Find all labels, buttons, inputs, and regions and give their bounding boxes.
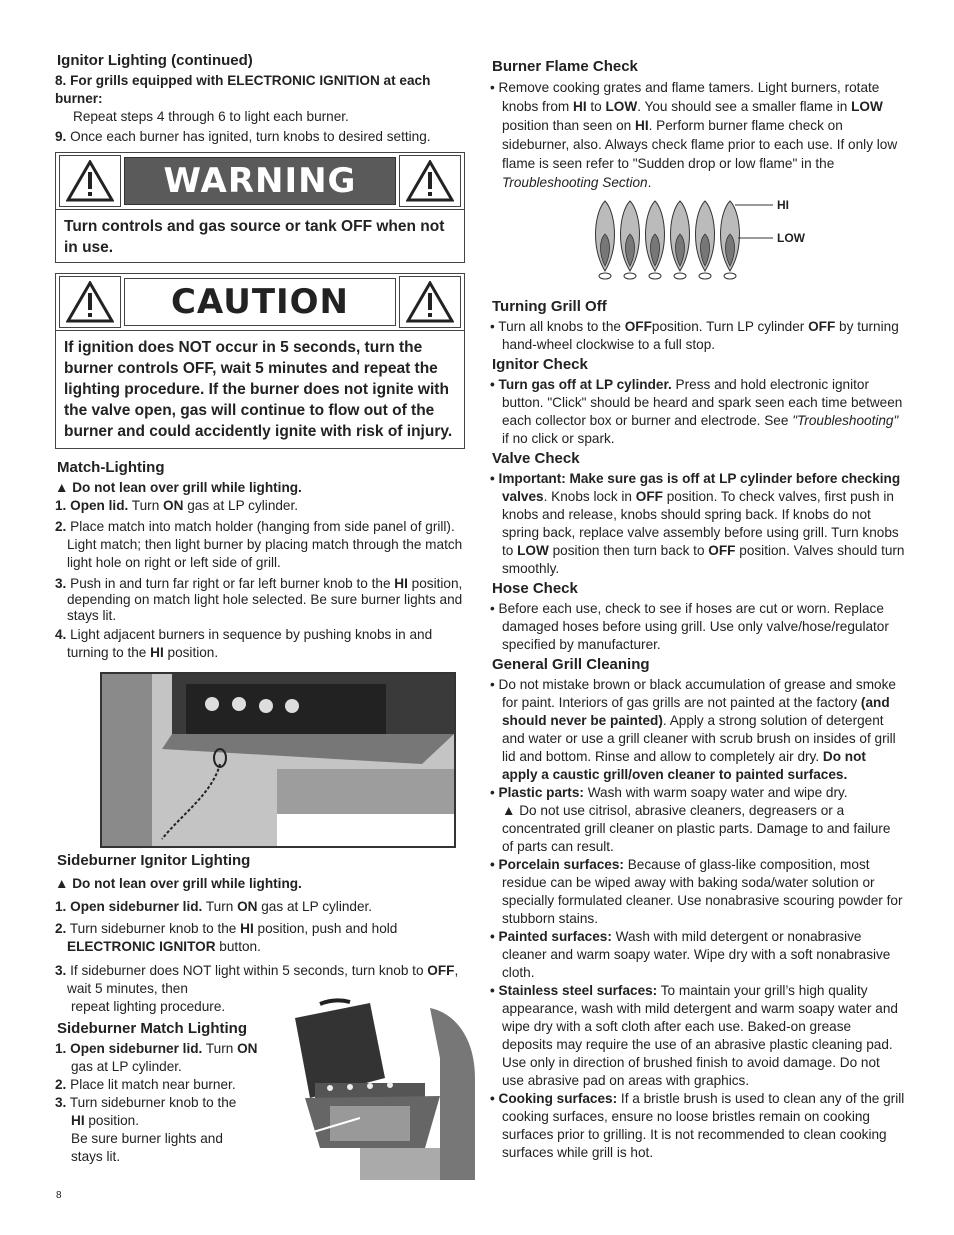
side-match-step-3-d: stays lit.: [71, 1149, 121, 1164]
flame-hi-label: HI: [777, 198, 789, 212]
warning-text: Turn controls and gas source or tank OFF when not in use.: [55, 210, 465, 263]
side-match-step-1: 1. Open sideburner lid. Turn ON: [55, 1041, 258, 1056]
sideburner-step-2: 2. Turn sideburner knob to the HI position, push and hold ELECTRONIC IGNITOR button.: [55, 921, 398, 954]
match-step-4: 4. Light adjacent burners in sequence by pushing knobs in and turning to the HI position.: [55, 627, 433, 660]
warning-word: WARNING: [124, 157, 396, 205]
valve-check-text: • Important: Make sure gas is off at LP cylinder before checking valves. Knobs lock in OFF position. To check valves, first push in knobs and release, knobs should spring back. If knobs do not spring back, replace valve assembly before using grill. Turn knobs to LOW position then turn back to OFF position. Valves should turn smoothly.: [490, 471, 905, 576]
flame-diagram: [490, 196, 905, 286]
caution-word: CAUTION: [124, 278, 396, 326]
hose-check-heading: Hose Check: [492, 580, 578, 597]
match-step-3: 3. Push in and turn far right or far left burner knob to the HI position, depending on match light hole selected. Be sure burner lights and stays lit.: [55, 576, 463, 623]
match-step-1: 1. Open lid. Turn ON gas at LP cylinder.: [55, 498, 299, 513]
ignitor-continued-heading: Ignitor Lighting (continued): [57, 52, 253, 69]
flame-check-heading: Burner Flame Check: [492, 58, 638, 75]
caution-text: If ignition does NOT occur in 5 seconds, turn the burner controls OFF, wait 5 minutes and repeat the lighting procedure. If the burner does not ignite with the valve open, gas will continue to flow out of the burner and could accidently ignite with risk of injury.: [55, 331, 465, 449]
match-note: ▲ Do not lean over grill while lighting.: [55, 480, 302, 495]
flame-check-text: • Remove cooking grates and flame tamers. Light burners, rotate knobs from HI to LOW. You should see a smaller flame in LOW position than seen on HI. Perform burner flame check on sideburner, also. Always check flame prior to each use. If only low flame is seen refer to "Sudden drop or low flame" in the Troubleshooting Section.: [490, 80, 898, 190]
general-cleaning-heading: General Grill Cleaning: [492, 656, 650, 673]
general-cleaning-text: • Do not mistake brown or black accumulation of grease and smoke for paint. Interiors of gas grills are not painted at the factory (and should never be painted). Apply a strong solution of detergent and water or use a grill cleaner with scrub brush on insides of grill lid and bottom. Rinse and allow to completely air dry. Do not apply a caustic grill/oven cleaner to painted surfaces.: [490, 677, 896, 782]
flame-low-label: LOW: [777, 231, 805, 245]
turning-grill-off-text: • Turn all knobs to the OFFposition. Turn LP cylinder OFF by turning hand-wheel clockwise to a full stop.: [490, 319, 899, 352]
match-lighting-illustration: [100, 672, 456, 848]
stainless-text: • Stainless steel surfaces: To maintain your grill’s high quality appearance, wash with mild detergent and warm soapy water and wipe dry with a soft cloth after each use. Baked-on grease deposits may require the use of an abrasive plastic cleaning pad. Use only in direction of brushed finish to avoid damage. Do not use abrasive pad on areas with graphics.: [490, 983, 898, 1088]
hose-check-text: • Before each use, check to see if hoses are cut or worn. Replace damaged hoses before using grill. Use only valve/hose/regulator specified by manufacturer.: [490, 601, 889, 652]
side-match-step-3-hi: HI position.: [71, 1113, 140, 1128]
caution-banner: [55, 273, 465, 331]
plastic-parts-text: • Plastic parts: Wash with warm soapy water and wipe dry.: [490, 785, 848, 800]
left-column: [55, 52, 465, 662]
side-match-step-1-cont: gas at LP cylinder.: [71, 1059, 182, 1074]
warning-triangle-icon: [399, 276, 461, 328]
sideburner-note: ▲ Do not lean over grill while lighting.: [55, 876, 302, 891]
caution-box: [55, 273, 465, 449]
step-8-text: Repeat steps 4 through 6 to light each burner.: [73, 109, 349, 124]
sideburner-step-3: 3. If sideburner does NOT light within 5 seconds, turn knob to OFF, wait 5 minutes, then: [55, 963, 459, 996]
warning-banner: [55, 152, 465, 210]
sideburner-step-1: 1. Open sideburner lid. Turn ON gas at LP cylinder.: [55, 899, 373, 914]
valve-check-heading: Valve Check: [492, 450, 580, 467]
warning-box: [55, 152, 465, 263]
warning-triangle-icon: [59, 155, 121, 207]
sideburner-illustration: [290, 998, 475, 1180]
sideburner-ignitor-heading: Sideburner Ignitor Lighting: [57, 852, 251, 869]
step-9: 9. Once each burner has ignited, turn knobs to desired setting.: [55, 129, 431, 144]
side-match-step-3-c: Be sure burner lights and: [71, 1131, 223, 1146]
step-8: 8. For grills equipped with ELECTRONIC IGNITION at each burner:: [55, 73, 431, 106]
ignitor-check-heading: Ignitor Check: [492, 356, 588, 373]
warning-triangle-icon: [399, 155, 461, 207]
right-column: [490, 58, 905, 1162]
page-number: 8: [56, 1190, 62, 1201]
ignitor-check-text: • Turn gas off at LP cylinder. Press and hold electronic ignitor button. "Click" should be heard and spark seen each time between each collector box or burner and electrode. See "Troubleshooting" if no click or spark.: [490, 377, 903, 446]
painted-text: • Painted surfaces: Wash with mild detergent or nonabrasive cleaner and warm soapy water. Wipe dry with a soft nonabrasive cloth.: [490, 929, 891, 980]
sideburner-step-3-cont: repeat lighting procedure.: [71, 999, 226, 1014]
sideburner-match-heading: Sideburner Match Lighting: [57, 1020, 247, 1037]
cooking-surfaces-text: • Cooking surfaces: If a bristle brush is used to clean any of the grill cooking surfaces, ensure no loose bristles remain on cooking surfaces prior to grilling. It is not recommended to clean cooking surfaces while grill is hot.: [490, 1091, 905, 1160]
match-step-2: 2. Place match into match holder (hanging from side panel of grill). Light match; then light burner by placing match through the match light hole on right or left side of grill.: [55, 519, 463, 570]
turning-grill-off-heading: Turning Grill Off: [492, 298, 607, 315]
plastic-parts-note: ▲ Do not use citrisol, abrasive cleaners, degreasers or a concentrated grill cleaner on plastic parts. Damage to and failure of parts can result.: [502, 803, 891, 854]
warning-triangle-icon: [59, 276, 121, 328]
porcelain-text: • Porcelain surfaces: Because of glass-like composition, most residue can be wiped away with baking soda/water solution or specially formulated cleaner. Use nonabrasive scouring powder for stubborn stains.: [490, 857, 903, 926]
match-lighting-heading: Match-Lighting: [57, 459, 165, 476]
side-match-step-2: 2. Place lit match near burner.: [55, 1077, 236, 1092]
side-match-step-3: 3. Turn sideburner knob to the: [55, 1095, 237, 1110]
